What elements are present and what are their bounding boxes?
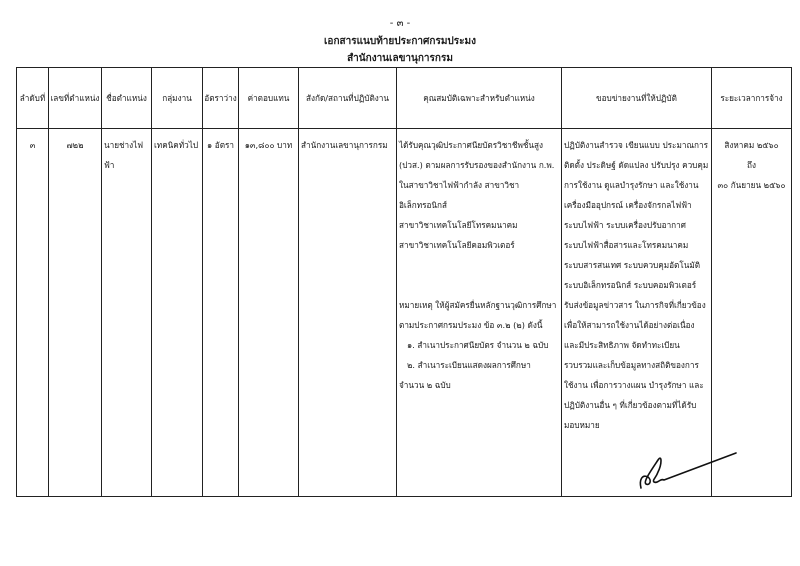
duty-line: และมีประสิทธิภาพ จัดทำทะเบียน (564, 340, 680, 350)
duty-line: ใช้งาน เพื่อการวางแผน บำรุงรักษา และ (564, 380, 704, 390)
row-number: ๓ (29, 140, 36, 150)
document-title: เอกสารแนบท้ายประกาศกรมประมง (324, 36, 476, 47)
cell-group (152, 129, 203, 497)
duty-line: ติดตั้ง ประดิษฐ์ ดัดแปลง ปรับปรุง ควบคุม (564, 160, 709, 170)
cell-office (299, 129, 397, 497)
duty-line: เครื่องมืออุปกรณ์ เครื่องจักรกลไฟฟ้า (564, 200, 692, 210)
page-number: - ๓ - (389, 18, 411, 29)
qualification-line: สาขาวิชาเทคโนโลยีโทรคมนาคม (399, 220, 518, 230)
period-to-label: ถึง (747, 160, 756, 170)
cell-position-id (49, 129, 102, 497)
period-from: สิงหาคม ๒๕๖๐ (724, 140, 779, 150)
column-header-salary: ค่าตอบแทน (239, 68, 299, 129)
column-header-group: กลุ่มงาน (152, 68, 203, 129)
column-header-duties: ขอบข่ายงานที่ให้ปฏิบัติ (562, 68, 712, 129)
column-header-vacancy: อัตราว่าง (203, 68, 239, 129)
qualification-line: ในสาขาวิชาไฟฟ้ากำลัง สาขาวิชาอิเล็กทรอนิกส์ (399, 180, 520, 210)
positions-table (16, 67, 792, 497)
cell-salary (239, 129, 299, 497)
cell-qualifications (397, 129, 562, 497)
column-header-no: ลำดับที่ (17, 68, 49, 129)
cell-no (17, 129, 49, 497)
table-header-row (17, 68, 792, 129)
period-to: ๓๐ กันยายน ๒๕๖๐ (717, 180, 786, 190)
duty-line: ระบบสารสนเทศ ระบบควบคุมอัตโนมัติ (564, 260, 701, 270)
job-group: เทคนิคทั่วไป (154, 140, 199, 150)
note-tail: จำนวน ๒ ฉบับ (399, 380, 451, 390)
duty-line: รับส่งข้อมูลข่าวสาร ในภารกิจที่เกี่ยวข้อง (564, 300, 706, 310)
note-line: ตามประกาศกรมประมง ข้อ ๓.๒ (๒) ดังนี้ (399, 320, 543, 330)
position-name: นายช่างไฟฟ้า (104, 140, 144, 170)
column-header-position-name: ชื่อตำแหน่ง (102, 68, 152, 129)
signature-icon (638, 450, 738, 492)
table-row (17, 129, 792, 497)
duty-line: ปฏิบัติงานอื่น ๆ ที่เกี่ยวข้องตามที่ได้รับ (564, 400, 697, 410)
duty-line: ระบบไฟฟ้า ระบบเครื่องปรับอากาศ (564, 220, 686, 230)
column-header-qualifications: คุณสมบัติเฉพาะสำหรับตำแหน่ง (397, 68, 562, 129)
vacancy-count: ๑ อัตรา (206, 140, 235, 150)
column-header-period: ระยะเวลาการจ้าง (712, 68, 792, 129)
duty-line: การใช้งาน ดูแลบำรุงรักษา และใช้งาน (564, 180, 699, 190)
note-line: หมายเหตุ ให้ผู้สมัครยื่นหลักฐานวุฒิการศึกษา (399, 300, 557, 310)
qualification-line: สาขาวิชาเทคโนโลยีคอมพิวเตอร์ (399, 240, 515, 250)
duty-line: ปฏิบัติงานสำรวจ เขียนแบบ ประมาณการ (564, 140, 708, 150)
note-item: ๑. สำเนาประกาศนียบัตร จำนวน ๒ ฉบับ (407, 340, 549, 350)
qualification-line: (ปวส.) ตามผลการรับรองของสำนักงาน ก.พ. (399, 160, 555, 170)
duty-line: ระบบอิเล็กทรอนิกส์ ระบบคอมพิวเตอร์ (564, 280, 697, 290)
cell-period (712, 129, 792, 497)
duty-line: เพื่อให้สามารถใช้งานได้อย่างต่อเนื่อง (564, 320, 695, 330)
position-id: ๗๒๒ (66, 140, 84, 150)
document-subtitle: สำนักงานเลขานุการกรม (347, 53, 453, 64)
office-name: สำนักงานเลขานุการกรม (301, 140, 388, 150)
duty-line: ระบบไฟฟ้าสื่อสารและโทรคมนาคม (564, 240, 689, 250)
duty-line: รวบรวมและเก็บข้อมูลทางสถิติของการ (564, 360, 699, 370)
note-item: ๒. สำเนาระเบียนแสดงผลการศึกษา (407, 360, 531, 370)
qualification-line: ได้รับคุณวุฒิประกาศนียบัตรวิชาชีพชั้นสูง (399, 140, 544, 150)
column-header-position-id: เลขที่ตำแหน่ง (49, 68, 102, 129)
cell-vacancy (203, 129, 239, 497)
cell-duties (562, 129, 712, 497)
cell-position-name (102, 129, 152, 497)
salary-amount: ๑๓,๘๐๐ บาท (244, 140, 293, 150)
column-header-office: สังกัด/สถานที่ปฏิบัติงาน (299, 68, 397, 129)
duty-line: มอบหมาย (564, 420, 600, 430)
